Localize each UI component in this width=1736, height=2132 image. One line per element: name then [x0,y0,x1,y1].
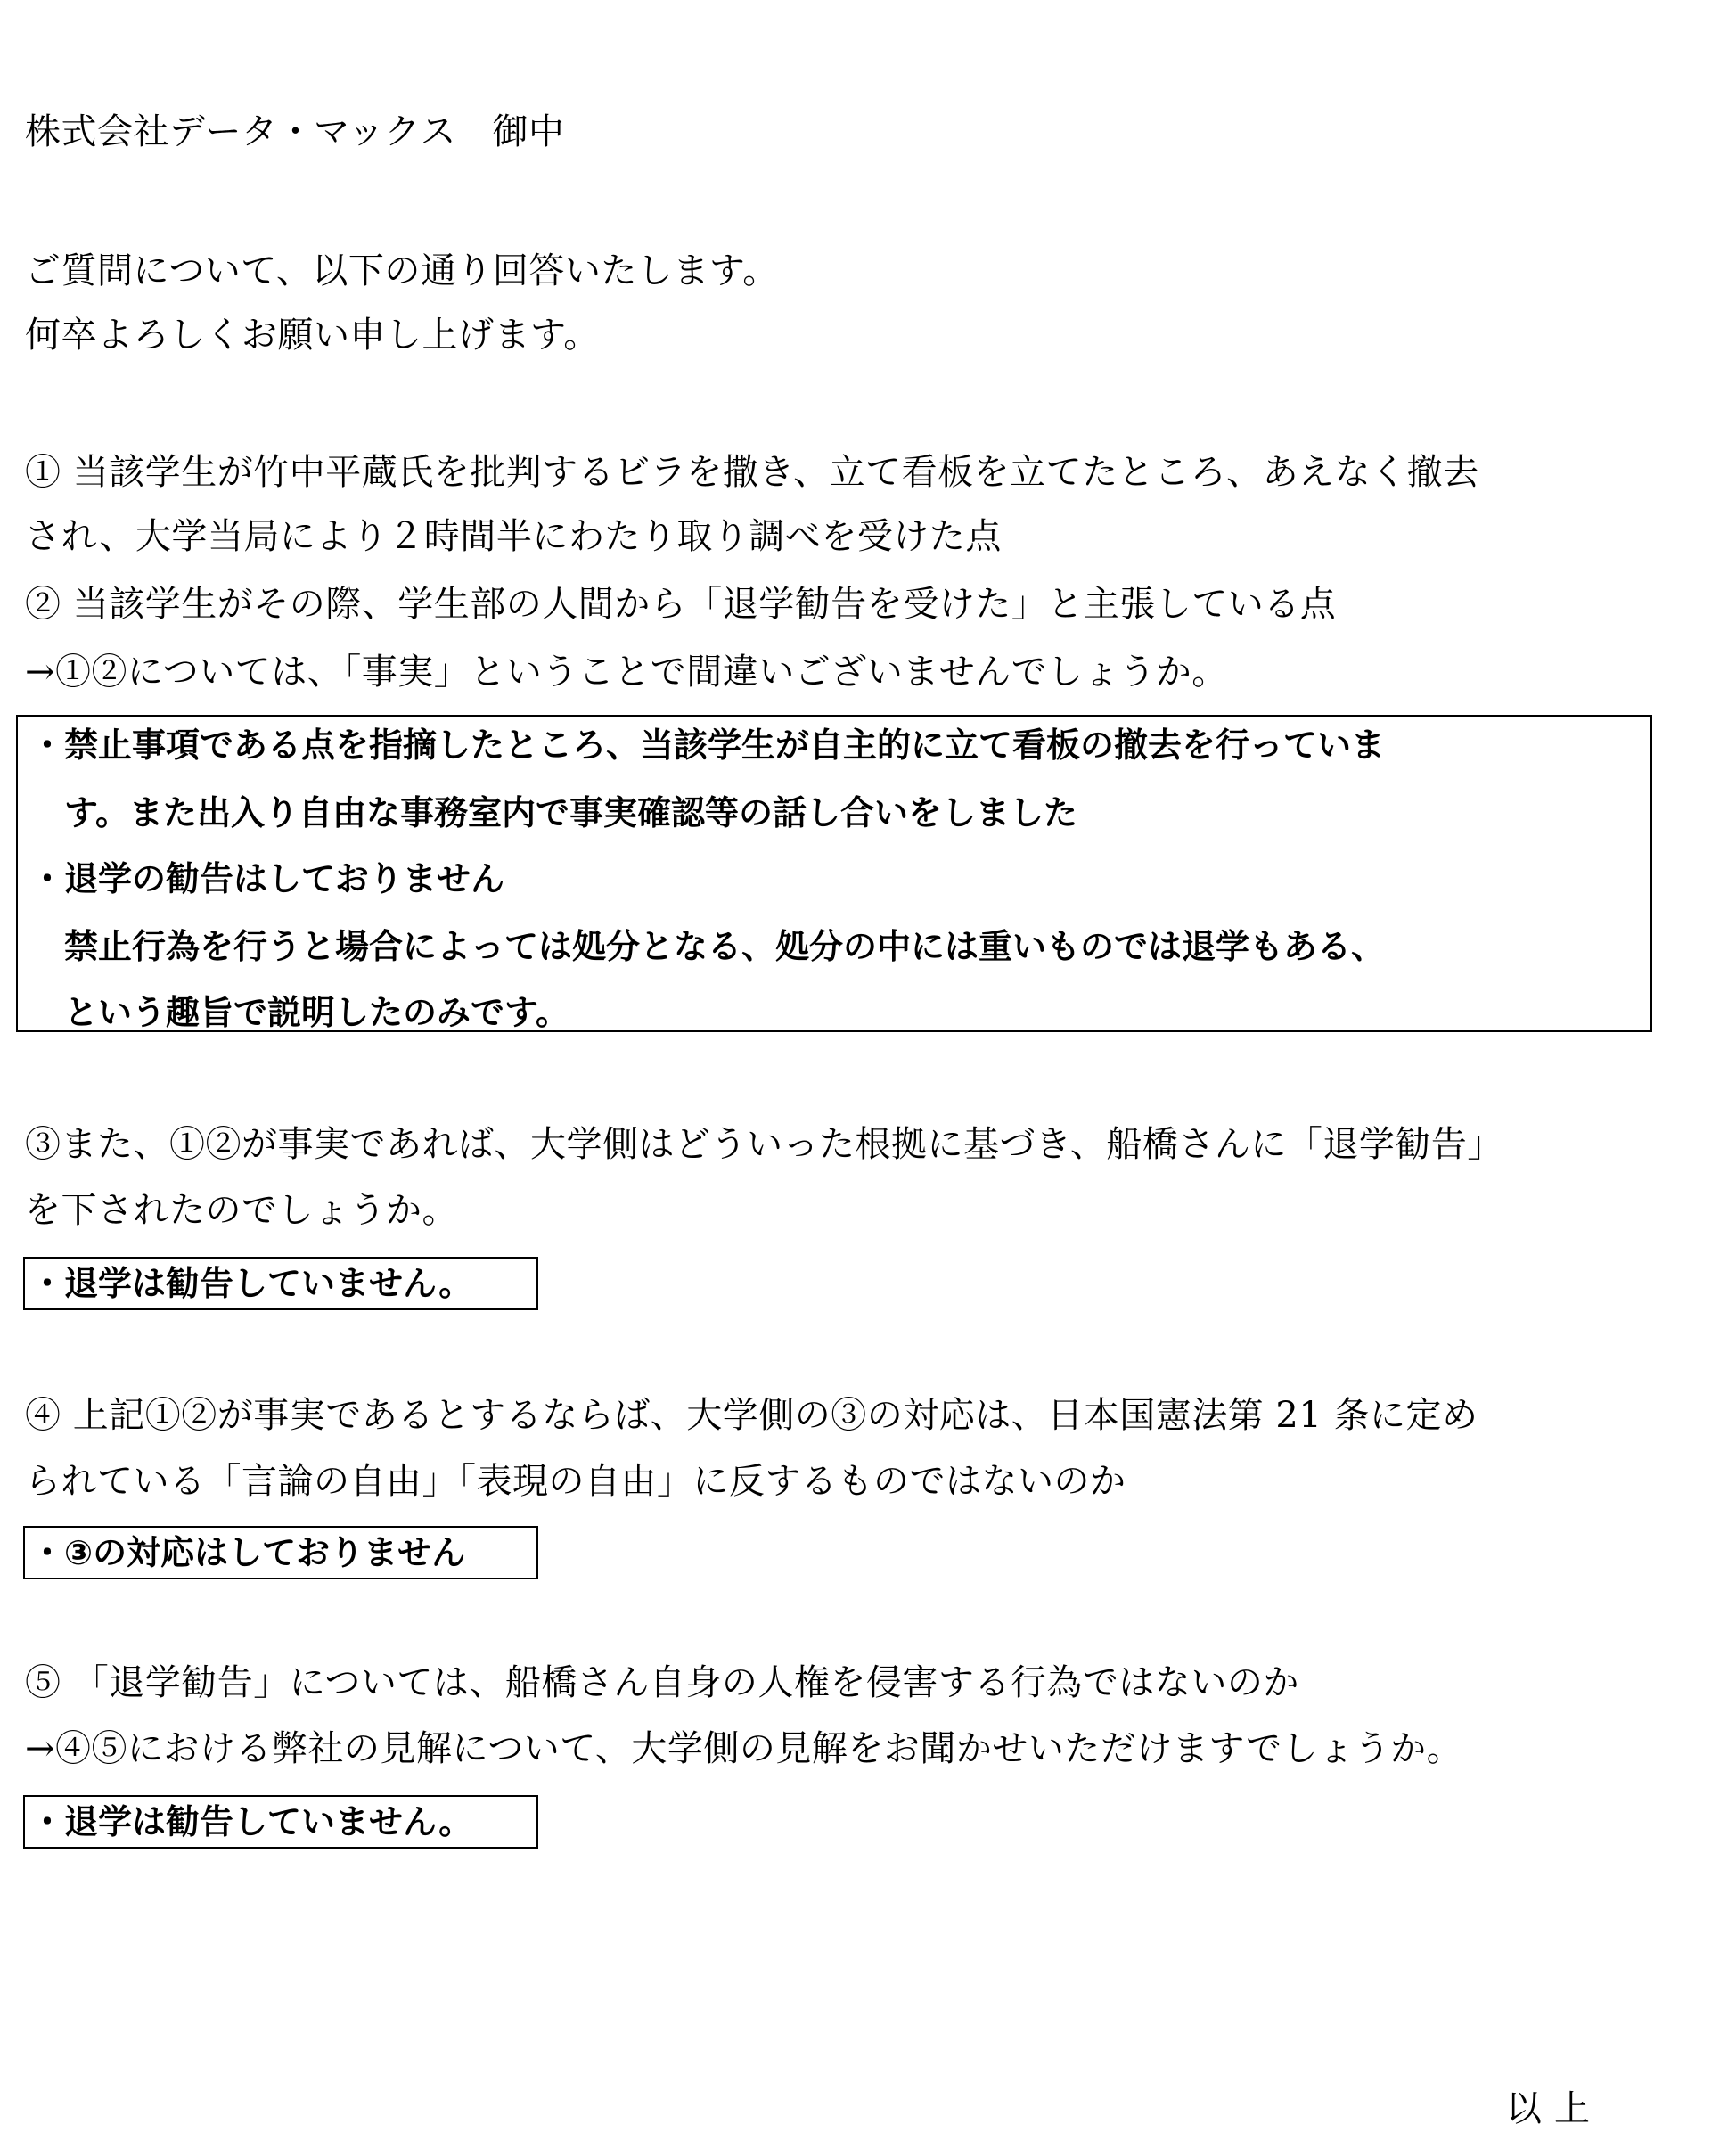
answer-1-2-line-4: 禁止行為を行うと場合によっては処分となる、処分の中には重いものでは退学もある、 [30,927,1386,966]
answer-1-2-line-5: という趣旨で説明したのみです。 [30,993,569,1032]
answer-5-box [23,1795,538,1849]
closing-mark: 以上 [1506,2088,1602,2129]
question-3-line-2: を下されたのでしょうか。 [25,1190,458,1231]
intro-line-1: ご質問について、以下の通り回答いたします。 [25,250,779,291]
answer-3: ・退学は勧告していません。 [30,1264,473,1303]
question-1-line-2: され、大学当局により２時間半にわたり取り調べを受けた点 [25,516,1002,557]
addressee: 株式会社データ・マックス 御中 [25,111,565,152]
question-5: ⑤ 「退学勧告」については、船橋さん自身の人権を侵害する行為ではないのか [25,1662,1299,1703]
question-3-line-1: ③また、①②が事実であれば、大学側はどういった根拠に基づき、船橋さんに「退学勧告」 [25,1124,1503,1165]
answer-5: ・退学は勧告していません。 [30,1802,473,1841]
question-2: ② 当該学生がその際、学生部の人間から「退学勧告を受けた」と主張している点 [25,584,1337,625]
question-4-line-1: ④ 上記①②が事実であるとするならば、大学側の③の対応は、日本国憲法第 21 条に定め [25,1395,1478,1436]
answer-3-box [23,1257,538,1310]
answer-1-2-box [16,715,1652,1032]
intro-line-2: 何卒よろしくお願い申し上げます。 [25,315,600,356]
answer-4-box [23,1526,538,1579]
answer-1-2-line-3: ・退学の勧告はしておりません [30,859,505,898]
answer-4: ・③の対応はしておりません [30,1533,466,1572]
answer-1-2-line-2: す。また出入り自由な事務室内で事実確認等の話し合いをしました [30,793,1077,832]
answer-1-2-line-1: ・禁止事項である点を指摘したところ、当該学生が自主的に立て看板の撤去を行っていま [30,726,1386,765]
question-4-5-request: →④⑤における弊社の見解について、大学側の見解をお聞かせいただけますでしょうか。 [25,1728,1463,1769]
question-4-line-2: られている「言論の自由」「表現の自由」に反するものではないのか [25,1461,1126,1502]
question-1-2-confirm: →①②については、「事実」ということで間違いございませんでしょうか。 [25,652,1228,693]
question-1-line-1: ① 当該学生が竹中平蔵氏を批判するビラを撒き、立て看板を立てたところ、あえなく撤去 [25,452,1479,493]
